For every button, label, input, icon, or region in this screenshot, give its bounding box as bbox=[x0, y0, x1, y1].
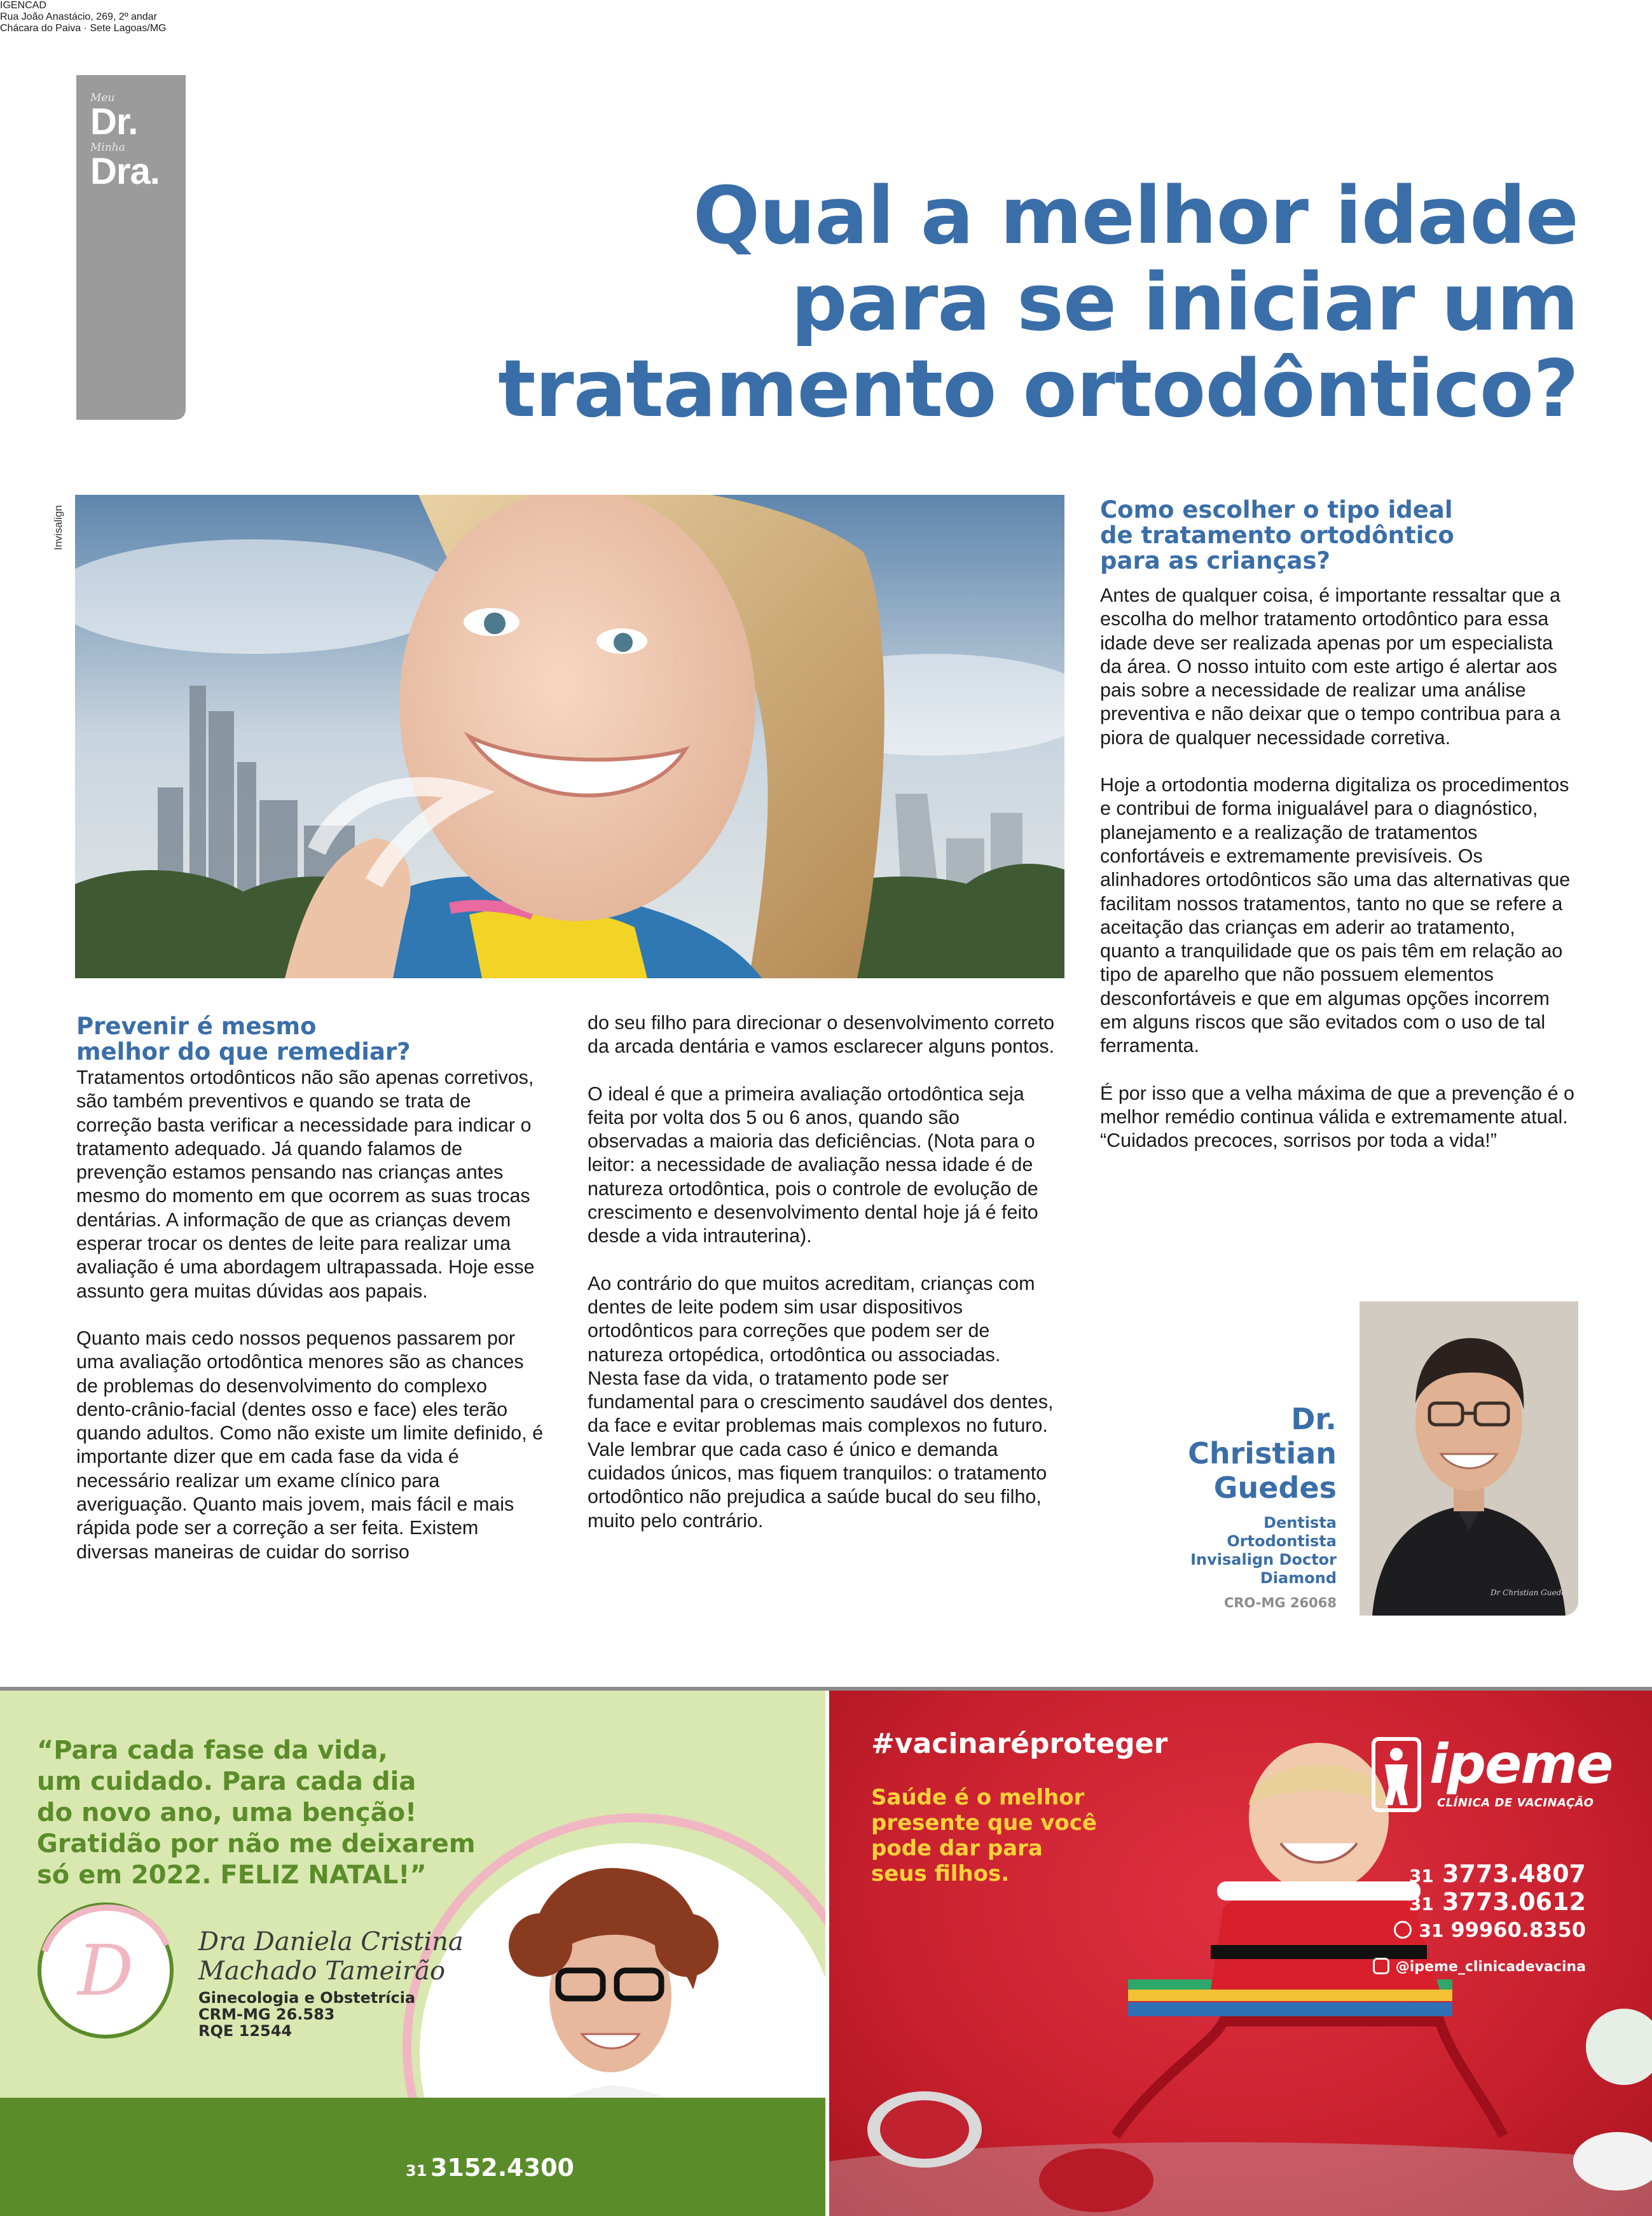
heading-line: Prevenir é mesmo bbox=[76, 1013, 317, 1040]
author-cro: CRO-MG 26068 bbox=[1223, 1595, 1337, 1610]
tagline-line: presente que você bbox=[871, 1810, 1097, 1836]
quote-line: “Para cada fase da vida, bbox=[37, 1736, 388, 1765]
ad-address bbox=[0, 0, 1652, 34]
whatsapp-icon bbox=[1394, 1921, 1412, 1939]
author-name-line: Guedes bbox=[1213, 1471, 1337, 1505]
ipeme-wordmark: ipeme bbox=[1429, 1733, 1613, 1796]
phone-ddd: 31 bbox=[1408, 1866, 1434, 1887]
quote-line: só em 2022. FELIZ NATAL!” bbox=[37, 1860, 427, 1890]
ad-instagram bbox=[1373, 1958, 1586, 1975]
brand-dra: Dra. bbox=[90, 151, 160, 192]
ipeme-subtitle: CLÍNICA DE VACINAÇÃO bbox=[1437, 1796, 1594, 1810]
ipeme-figure-icon bbox=[1371, 1736, 1422, 1813]
author-role: Invisalign Doctor bbox=[1190, 1551, 1337, 1569]
ad-doctor-name bbox=[198, 1927, 464, 1986]
doctor-name-line: Dra Daniela Cristina bbox=[198, 1927, 464, 1956]
author-name-line: Christian bbox=[1188, 1436, 1337, 1471]
author-role: Ortodontista bbox=[1227, 1532, 1337, 1550]
phone-ddd: 31 bbox=[1408, 1894, 1434, 1915]
headline-line-2: para se iniciar um bbox=[790, 257, 1578, 349]
headline-line-3: tratamento ortodôntico? bbox=[498, 343, 1578, 435]
author-name-line: Dr. bbox=[1291, 1402, 1337, 1436]
author-roles bbox=[1190, 1514, 1337, 1588]
photo-credit: Invisalign bbox=[52, 505, 64, 550]
article-column-1 bbox=[76, 1066, 544, 1588]
phone-row bbox=[1394, 1889, 1586, 1917]
article-column-3 bbox=[1100, 584, 1578, 1177]
phone-number: 99960.8350 bbox=[1450, 1918, 1586, 1942]
hero-photo bbox=[75, 495, 1064, 978]
author-name bbox=[1188, 1402, 1337, 1505]
author-role: Dentista bbox=[1263, 1514, 1337, 1532]
section-heading-prevenir bbox=[76, 1014, 534, 1065]
specialty-line: Ginecologia e Obstetrícia bbox=[198, 1989, 416, 2007]
ad-phones bbox=[1394, 1861, 1586, 1944]
phone-number: 3152.4300 bbox=[430, 2154, 574, 2182]
ad-doctor-specialty bbox=[198, 1990, 415, 2039]
article-column-2 bbox=[588, 1011, 1056, 1556]
paragraph: Ao contrário do que muitos acreditam, crianças com dentes de leite podem sim usar dispositivos ortodônticos para correções que podem ser de natureza ortopédica, ortodôntica ou associadas. Nesta fase da vida, o tratamento pode ser fundamental para o crescimento saudável dos dentes, da face e evitar problemas mais complexos no futuro. Vale lembrar que cada caso é único e demanda cuidados únicos, mas fiquem tranquilos: o tratamento ortodôntico não prejudica a saúde bucal do seu filho, muito pelo contrário. bbox=[588, 1272, 1054, 1532]
tagline-line: pode dar para bbox=[871, 1836, 1043, 1861]
instagram-icon bbox=[1373, 1958, 1389, 1974]
address-line: Chácara do Paiva · Sete Lagoas/MG bbox=[0, 23, 167, 34]
tagline-line: Saúde é o melhor bbox=[871, 1785, 1085, 1810]
paragraph: O ideal é que a primeira avaliação ortodôntica seja feita por volta dos 5 ou 6 anos, quando são observadas a maioria das deficiências. (Nota para o leitor: a necessidade de avaliação nessa idade é de natureza ortodôntica, pois o controle de evolução de crescimento e desenvolvimento dental hoje já é feito desde a vida intrauterina). bbox=[588, 1083, 1038, 1247]
brand-small-meu: Meu bbox=[90, 92, 115, 104]
page-title bbox=[275, 170, 1578, 435]
hero-illustration bbox=[75, 495, 1064, 978]
brand-tab bbox=[76, 75, 186, 420]
phone-number: 3773.4807 bbox=[1442, 1860, 1586, 1888]
address-line: Rua João Anastácio, 269, 2º andar bbox=[0, 11, 157, 22]
phone-row bbox=[1394, 1917, 1586, 1944]
heading-line: Como escolher o tipo ideal bbox=[1100, 496, 1453, 523]
phone-ddd: 31 bbox=[406, 2162, 427, 2180]
author-photo bbox=[1359, 1301, 1578, 1616]
ad-ipeme bbox=[829, 1691, 1652, 2216]
specialty-line: RQE 12544 bbox=[198, 2022, 293, 2040]
author-role: Diamond bbox=[1260, 1569, 1337, 1587]
instagram-handle: @ipeme_clinicadevacina bbox=[1395, 1959, 1586, 1975]
logo-letter: D bbox=[77, 1930, 134, 2011]
ad-hashtag: #vacinaréproteger bbox=[871, 1728, 1168, 1760]
paragraph: É por isso que a velha máxima de que a prevenção é o melhor remédio continua válida e extremamente atual. “Cuidados precoces, sorrisos por toda a vida!” bbox=[1100, 1082, 1575, 1152]
heading-line: de tratamento ortodôntico bbox=[1100, 522, 1454, 549]
shirt-signature: Dr Christian Guedes bbox=[1490, 1588, 1570, 1597]
phone-number: 3773.0612 bbox=[1442, 1888, 1586, 1916]
specialty-line: CRM-MG 26.583 bbox=[198, 2005, 335, 2023]
brand-dr: Dr. bbox=[90, 101, 138, 142]
paragraph: Tratamentos ortodônticos não são apenas corretivos, são também preventivos e quando se trata de correção basta verificar a necessidade para indicar o tratamento adequado. Já quando falamos de prevenção estamos pensando nas crianças antes mesmo do momento em que ocorrem as suas trocas dentárias. A informação de que as crianças devem esperar trocar os dentes de leite para realizar uma avaliação é uma abordagem ultrapassada. Hoje esse assunto gera muitas dúvidas aos papais. bbox=[76, 1067, 535, 1302]
brand-small-minha: Minha bbox=[90, 141, 125, 154]
doctor-name-line: Machado Tameirão bbox=[198, 1956, 446, 1986]
section-heading-como-escolher bbox=[1100, 497, 1583, 574]
quote-line: do novo ano, uma benção! bbox=[37, 1798, 417, 1827]
phone-row bbox=[1394, 1861, 1586, 1889]
headline-line-1: Qual a melhor idade bbox=[692, 170, 1578, 262]
ad-tagline bbox=[871, 1785, 1164, 1887]
phone-ddd: 31 bbox=[1419, 1920, 1444, 1941]
quote-line: um cuidado. Para cada dia bbox=[37, 1767, 416, 1796]
heading-line: melhor do que remediar? bbox=[76, 1038, 411, 1065]
paragraph: Antes de qualquer coisa, é importante ressaltar que a escolha do melhor tratamento ortodôntico para essa idade deve ser realizada apenas por um especialista da área. O nosso intuito com este artigo é alertar aos pais sobre a necessidade de realizar uma análise preventiva e não deixar que o tempo contribua para a piora de qualquer necessidade corretiva. bbox=[1100, 585, 1561, 749]
ipeme-logo bbox=[1371, 1733, 1613, 1813]
heading-line: para as crianças? bbox=[1100, 547, 1330, 574]
paragraph: Hoje a ortodontia moderna digitaliza os procedimentos e contribui de forma inigualável para o diagnóstico, planejamento e a realização de tratamentos confortáveis e extremamente previsíveis. Os alinhadores ortodônticos são uma das alternativas que facilitam nossos tratamentos, tanto no que se refere a aceitação das crianças em aderir ao tratamento, quanto a tranquilidade que os pais têm em relação ao tipo de aparelho que não possuem elementos desconfortáveis e que em algumas opções incorrem em alguns riscos que são evitados com o uso de tal ferramenta. bbox=[1100, 774, 1571, 1057]
ad-left-phone bbox=[406, 2154, 574, 2182]
clinic-name: IGENCAD bbox=[0, 0, 46, 11]
quote-line: Gratidão por não me deixarem bbox=[37, 1829, 476, 1859]
author-portrait bbox=[1359, 1301, 1578, 1616]
paragraph: do seu filho para direcionar o desenvolvimento correto da arcada dentária e vamos esclarecer alguns pontos. bbox=[588, 1012, 1055, 1058]
paragraph: Quanto mais cedo nossos pequenos passarem por uma avaliação ortodôntica menores são as chances de problemas do desenvolvimento do complexo dento-crânio-facial (dentes osso e face) eles terão quando adultos. Como não existe um limite definido, é importante dizer que em cada fase da vida é necessário realizar um exame clínico para averiguação. Quanto mais jovem, mais fácil e mais rápida pode ser a correção a ser feita. Existem diversas maneiras de cuidar do sorriso bbox=[76, 1327, 544, 1563]
tagline-line: seus filhos. bbox=[871, 1861, 1010, 1887]
